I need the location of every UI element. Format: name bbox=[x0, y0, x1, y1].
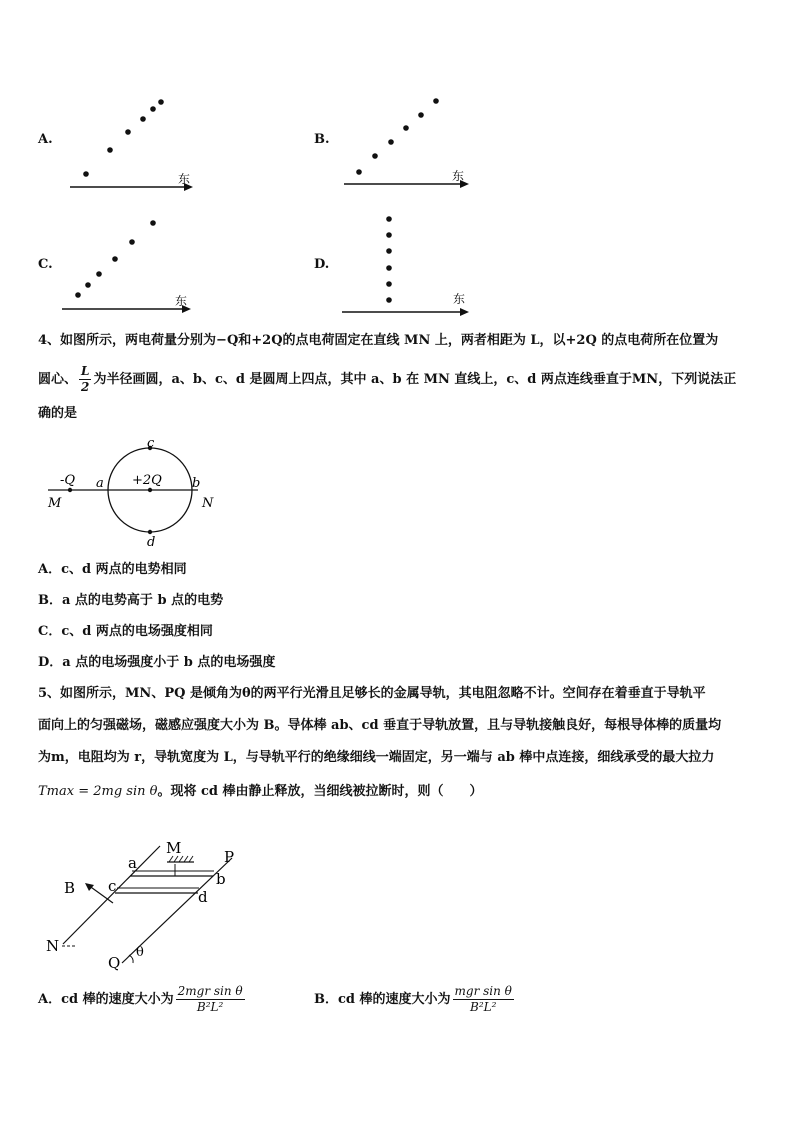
q4-fig-a: a bbox=[96, 476, 104, 491]
q4-line2-pre: 圆心、 bbox=[38, 371, 78, 387]
q5-option-b-text: B．cd 棒的速度大小为 bbox=[314, 991, 451, 1007]
q3-d-axis-label: 东 bbox=[453, 292, 466, 306]
q5-option-a-den: B²L² bbox=[196, 1000, 224, 1014]
q5-fig-b-field: B bbox=[64, 879, 76, 897]
q5-stem-line1: 5、如图所示，MN、PQ 是倾角为θ的两平行光滑且足够长的金属导轨，其电阻忽略不计。空间存在着垂直于导轨平 bbox=[38, 686, 706, 701]
q5-fig-b: b bbox=[216, 870, 226, 888]
q5-tmax-formula: Tmax = 2mg sin θ bbox=[38, 784, 158, 799]
q3-option-d-label: D. bbox=[314, 257, 330, 272]
q5-option-a bbox=[38, 984, 247, 1015]
q4-option-b: B．a 点的电势高于 b 点的电势 bbox=[38, 593, 224, 608]
q3-option-b-label: B. bbox=[314, 132, 330, 147]
q4-line2-post: 为半径画圆，a、b、c、d 是圆周上四点，其中 a、b 在 MN 直线上，c、d 两点连线垂直于MN，下列说法正 bbox=[93, 371, 737, 387]
q4-option-a: A．c、d 两点的电势相同 bbox=[38, 562, 187, 577]
q5-option-b-fraction bbox=[453, 984, 514, 1015]
q3-a-axis-label: 东 bbox=[178, 172, 191, 186]
q5-fig-d: d bbox=[198, 888, 208, 906]
q4-option-d: D．a 点的电场强度小于 b 点的电场强度 bbox=[38, 655, 276, 670]
q4-fig-m: M bbox=[48, 496, 62, 511]
q4-fig-n: N bbox=[202, 496, 214, 511]
q5-fig-p: P bbox=[224, 848, 235, 866]
q5-option-a-fraction bbox=[176, 984, 245, 1015]
q5-option-b-den: B²L² bbox=[470, 1000, 497, 1014]
q3-b-axis-label: 东 bbox=[452, 169, 465, 183]
q4-fig-d: d bbox=[147, 535, 156, 550]
q4-fig-neg-charge: -Q bbox=[60, 473, 76, 488]
q5-fig-c: c bbox=[108, 877, 117, 895]
q5-fig-m: M bbox=[166, 839, 182, 857]
q3-option-c-label: C. bbox=[38, 257, 53, 272]
q4-stem-line3: 确的是 bbox=[38, 406, 78, 421]
q5-fig-theta: θ bbox=[136, 945, 144, 960]
q4-option-c: C．c、d 两点的电场强度相同 bbox=[38, 624, 213, 639]
q3-option-a-label: A. bbox=[38, 132, 53, 147]
q5-stem-line3: 为m，电阻均为 r，导轨宽度为 L，与导轨平行的绝缘细线一端固定，另一端与 ab 棒中点连接，细线承受的最大拉力 bbox=[38, 750, 715, 765]
q4-frac-den: 2 bbox=[81, 380, 90, 394]
q5-option-a-text: A．cd 棒的速度大小为 bbox=[38, 991, 174, 1007]
q5-option-b bbox=[314, 984, 516, 1015]
q5-option-a-num: 2mgr sin θ bbox=[177, 984, 243, 998]
q4-stem-line1: 4、如图所示，两电荷量分别为−Q和+2Q的点电荷固定在直线 MN 上，两者相距为 L，以+2Q 的点电荷所在位置为 bbox=[38, 333, 719, 348]
q5-line4-text: 。现将 cd 棒由静止释放，当细线被拉断时，则（ ） bbox=[157, 784, 483, 799]
q3-c-axis-label: 东 bbox=[175, 294, 188, 308]
q5-stem-line2: 面向上的匀强磁场，磁感应强度大小为 B。导体棒 ab、cd 垂直于导轨放置，且与导轨接触良好，每根导体棒的质量均 bbox=[38, 718, 722, 733]
q5-fig-q: Q bbox=[108, 954, 121, 972]
q4-fig-c: c bbox=[147, 436, 155, 451]
q4-frac-num: L bbox=[81, 364, 90, 378]
q5-fig-a: a bbox=[128, 854, 137, 872]
q5-option-b-num: mgr sin θ bbox=[454, 984, 512, 998]
q4-fig-pos-charge: +2Q bbox=[132, 473, 162, 488]
q4-fig-b: b bbox=[192, 476, 201, 491]
q5-fig-n: N bbox=[46, 937, 60, 955]
